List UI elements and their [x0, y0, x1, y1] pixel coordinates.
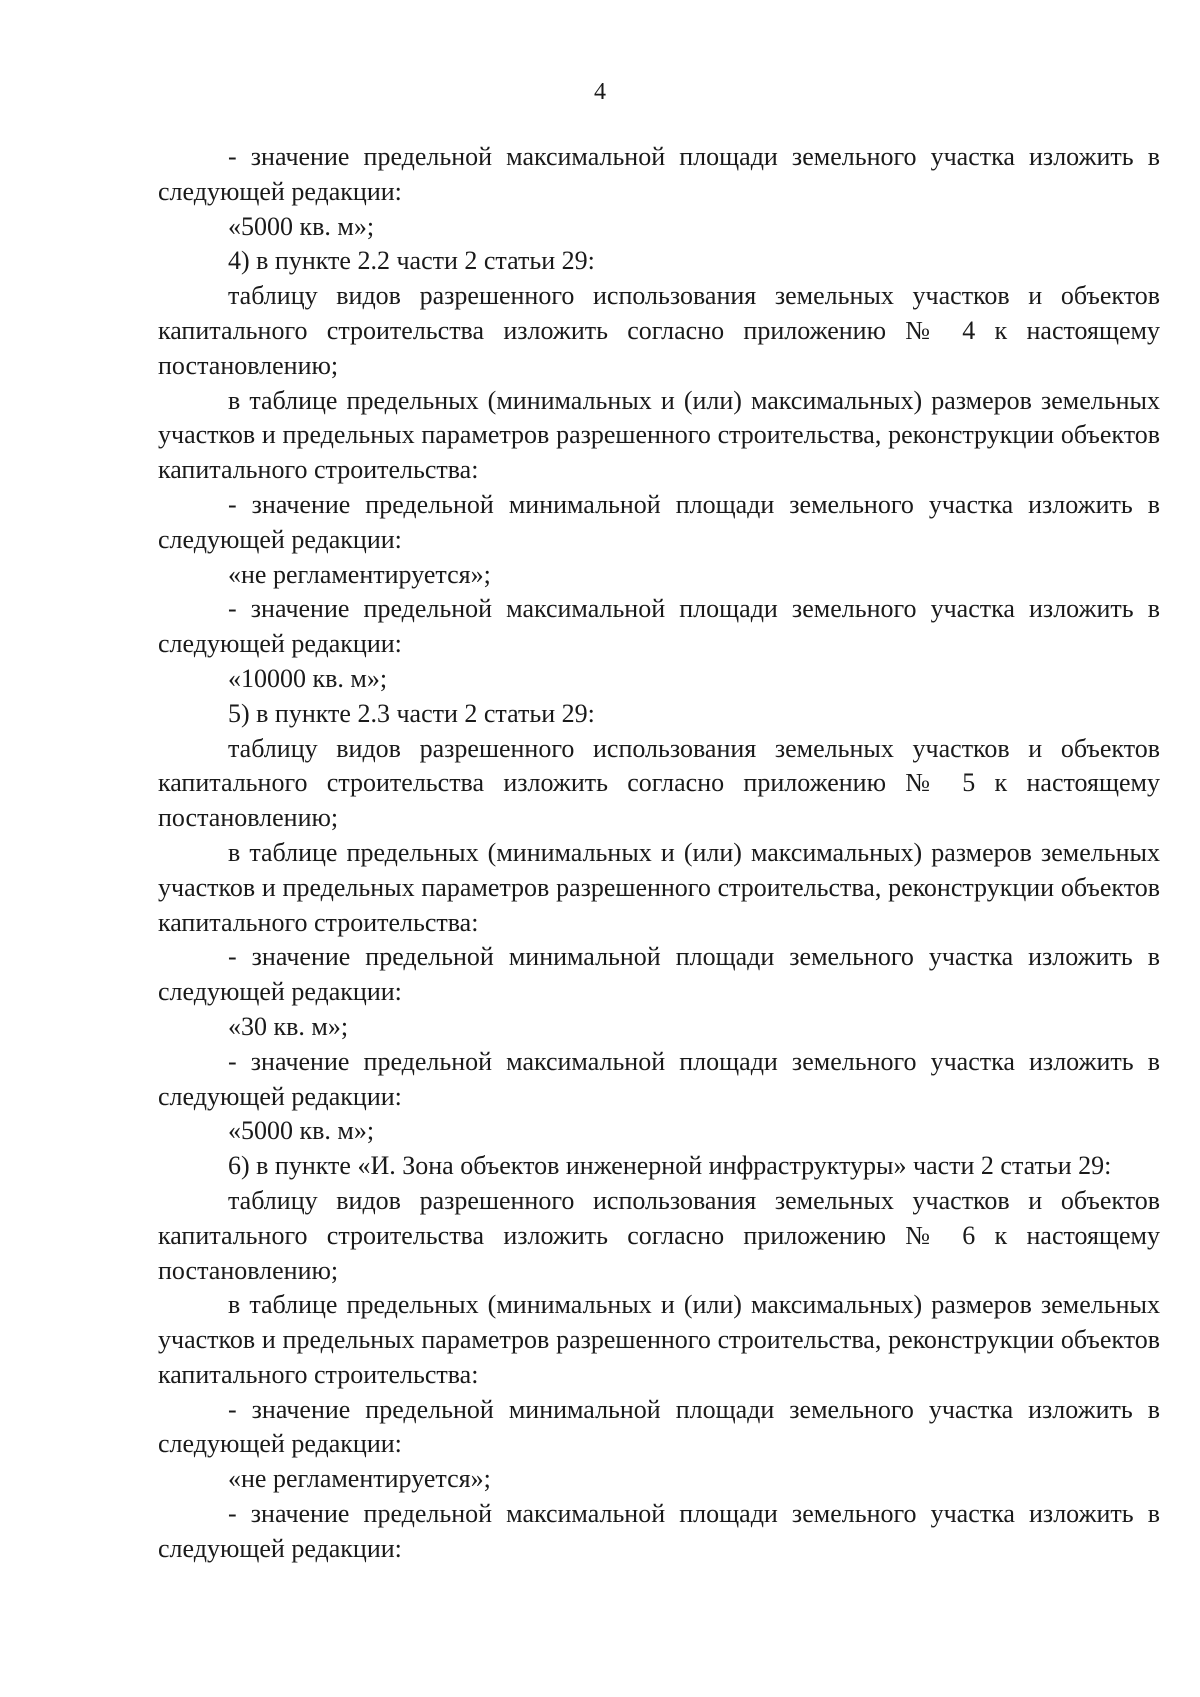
paragraph-table-appendix-5: таблицу видов разрешенного использования земельных участков и объектов капитального строительства изложить согласно приложению № 5 к настоящему постановлению; — [158, 733, 1160, 833]
paragraph-table-appendix-6: таблицу видов разрешенного использования земельных участков и объектов капитального строительства изложить согласно приложению № 6 к настоящему постановлению; — [158, 1185, 1160, 1285]
paragraph-min-area-1: - значение предельной минимальной площади земельного участка изложить в следующей редакции: — [158, 489, 1160, 554]
paragraph-value-5000-2: «5000 кв. м»; — [228, 1116, 375, 1146]
paragraph-limits-table-2: в таблице предельных (минимальных и (или) максимальных) размеров земельных участков и предельных параметров разрешенного строительства, реконструкции объектов капитального строительства: — [158, 837, 1160, 937]
paragraph-max-area-3: - значение предельной максимальной площади земельного участка изложить в следующей редакции: — [158, 1046, 1160, 1111]
paragraph-limits-table-3: в таблице предельных (минимальных и (или) максимальных) размеров земельных участков и предельных параметров разрешенного строительства, реконструкции объектов капитального строительства: — [158, 1290, 1160, 1389]
paragraph-max-area-2: - значение предельной максимальной площади земельного участка изложить в следующей редакции: — [158, 594, 1160, 659]
paragraph-table-appendix-4: таблицу видов разрешенного использования земельных участков и объектов капитального строительства изложить согласно приложению № 4 к настоящему постановлению; — [158, 281, 1160, 380]
paragraph-max-area-4: - значение предельной максимальной площади земельного участка изложить в следующей редакции: — [158, 1499, 1160, 1563]
paragraph-limits-table-1: в таблице предельных (минимальных и (или) максимальных) размеров земельных участков и предельных параметров разрешенного строительства, реконструкции объектов капитального строительства: — [158, 385, 1160, 485]
document-body — [158, 140, 1160, 1567]
paragraph-min-area-2: - значение предельной минимальной площади земельного участка изложить в следующей редакции: — [158, 942, 1160, 1007]
paragraph-value-30: «30 кв. м»; — [228, 1011, 349, 1041]
paragraph-not-regulated-2: «не регламентируется»; — [228, 1464, 491, 1494]
paragraph-item-5: 5) в пункте 2.3 части 2 статьи 29: — [228, 698, 595, 728]
paragraph-value-5000-1: «5000 кв. м»; — [228, 211, 375, 241]
paragraph-item-4: 4) в пункте 2.2 части 2 статьи 29: — [228, 246, 595, 276]
paragraph-value-10000: «10000 кв. м»; — [228, 663, 388, 693]
paragraph-item-6: 6) в пункте «И. Зона объектов инженерной инфраструктуры» части 2 статьи 29: — [228, 1151, 1112, 1181]
paragraph-max-area-1: - значение предельной максимальной площади земельного участка изложить в следующей редакции: — [158, 142, 1160, 206]
paragraph-not-regulated-1: «не регламентируется»; — [228, 559, 491, 589]
page-number: 4 — [594, 79, 606, 105]
paragraph-min-area-3: - значение предельной минимальной площади земельного участка изложить в следующей редакции: — [158, 1394, 1160, 1459]
